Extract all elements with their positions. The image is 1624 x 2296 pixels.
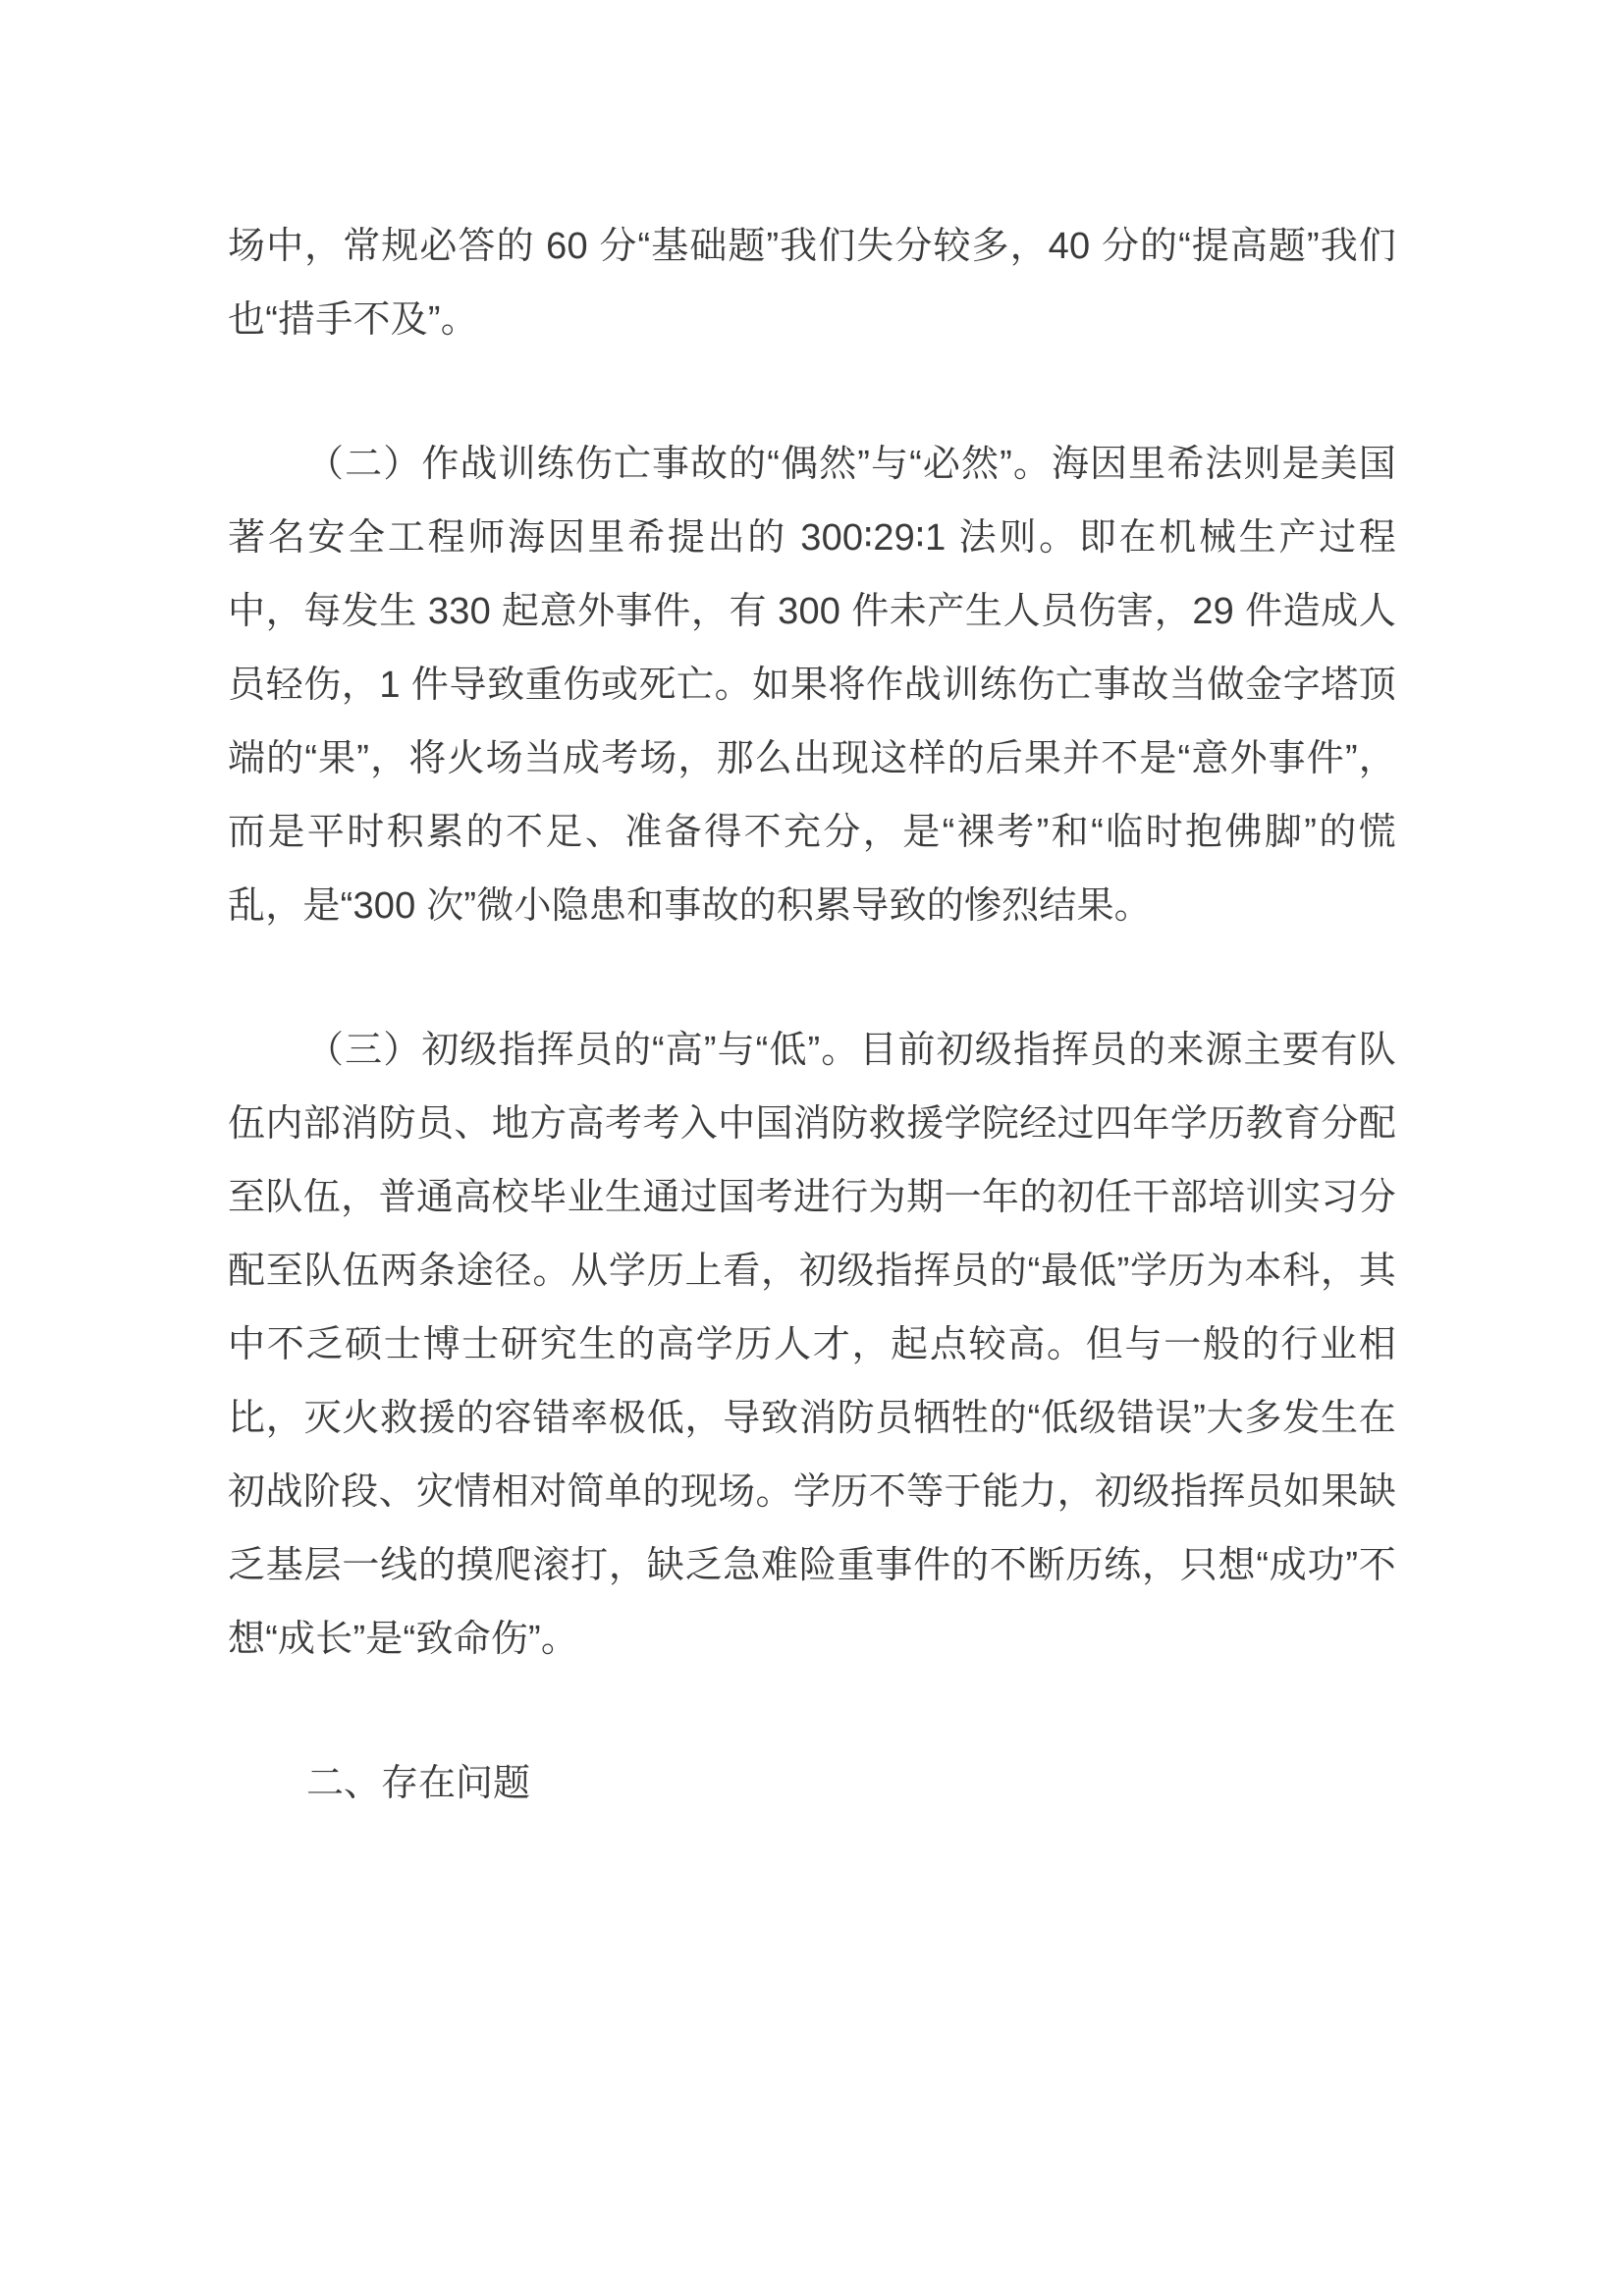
document-body: [228, 210, 1396, 1821]
paragraph-section-three: （三）初级指挥员的“高”与“低”。目前初级指挥员的来源主要有队伍内部消防员、地方高考考入中国消防救援学院经过四年学历教育分配至队伍，普通高校毕业生通过国考进行为期一年的初任干部培训实习分配至队伍两条途径。从学历上看，初级指挥员的“最低”学历为本科，其中不乏硕士博士研究生的高学历人才，起点较高。但与一般的行业相比，灭火救援的容错率极低，导致消防员牺牲的“低级错误”大多发生在初战阶段、灾情相对简单的现场。学历不等于能力，初级指挥员如果缺乏基层一线的摸爬滚打，缺乏急难险重事件的不断历练，只想“成功”不想“成长”是“致命伤”。: [228, 1030, 1396, 1660]
paragraph-continued: 场中，常规必答的 60 分“基础题”我们失分较多，40 分的“提高题”我们也“措手不及”。: [228, 226, 1396, 341]
heading-existing-problems: 二、存在问题: [306, 1763, 531, 1804]
paragraph-section-two: （二）作战训练伤亡事故的“偶然”与“必然”。海因里希法则是美国著名安全工程师海因里希提出的 300∶29∶1 法则。即在机械生产过程中，每发生 330 起意外事件，有 300 件未产生人员伤害，29 件造成人员轻伤，1 件导致重伤或死亡。如果将作战训练伤亡事故当做金字塔顶端的“果”，将火场当成考场，那么出现这样的后果并不是“意外事件”，而是平时积累的不足、准备得不充分，是“裸考”和“临时抱佛脚”的慌乱，是“300 次”微小隐患和事故的积累导致的惨烈结果。: [228, 444, 1396, 927]
